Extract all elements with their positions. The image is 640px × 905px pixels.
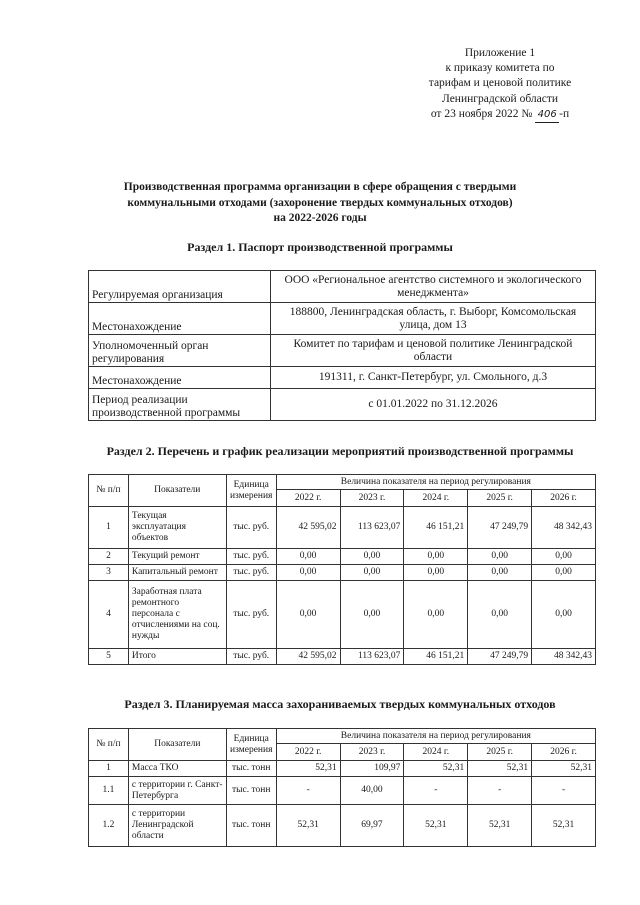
document-title <box>120 180 520 227</box>
row-value: 0,00 <box>404 565 468 581</box>
passport-value: Комитет по тарифам и ценовой политике Ленинградской области <box>271 335 596 367</box>
row-value: 47 249,79 <box>468 649 532 665</box>
row-num: 5 <box>89 649 129 665</box>
table-row <box>89 581 596 649</box>
table-row <box>89 777 596 805</box>
section1-title: Раздел 1. Паспорт производственной программы <box>187 240 453 254</box>
row-value: 46 151,21 <box>404 649 468 665</box>
row-value: 0,00 <box>276 565 340 581</box>
header-year: 2022 г. <box>276 490 340 507</box>
passport-row <box>89 335 596 367</box>
row-num: 2 <box>89 549 129 565</box>
row-value: 42 595,02 <box>276 507 340 549</box>
table-row <box>89 549 596 565</box>
row-value: 113 623,07 <box>340 649 404 665</box>
section2-table <box>88 474 596 665</box>
annex-date: от 23 ноября 2022 № <box>430 107 533 120</box>
row-value: 0,00 <box>532 581 596 649</box>
row-indicator: с территории Ленинградской области <box>128 805 226 847</box>
header-num: № п/п <box>89 729 129 761</box>
passport-row <box>89 389 596 421</box>
row-indicator: Масса ТКО <box>128 761 226 777</box>
row-indicator: Заработная плата ремонтного персонала с отчислениями на соц. нужды <box>128 581 226 649</box>
header-year: 2024 г. <box>404 744 468 761</box>
annex-date-line <box>410 107 590 123</box>
table-header-row <box>89 475 596 490</box>
row-value: 0,00 <box>468 581 532 649</box>
row-value: - <box>468 777 532 805</box>
annex-suffix: -п <box>559 107 570 120</box>
header-period: Величина показателя на период регулирования <box>276 475 595 490</box>
row-unit: тыс. руб. <box>226 565 276 581</box>
passport-row <box>89 303 596 335</box>
row-value: 52,31 <box>276 761 340 777</box>
section3-title: Раздел 3. Планируемая масса захораниваемых твердых коммунальных отходов <box>124 697 556 711</box>
row-value: 47 249,79 <box>468 507 532 549</box>
table-row <box>89 805 596 847</box>
row-value: 46 151,21 <box>404 507 468 549</box>
row-value: - <box>404 777 468 805</box>
header-unit: Единица измерения <box>226 475 276 507</box>
row-num: 3 <box>89 565 129 581</box>
annex-header <box>410 46 590 123</box>
row-value: 113 623,07 <box>340 507 404 549</box>
header-indicator: Показатели <box>128 475 226 507</box>
table-row <box>89 649 596 665</box>
row-value: 52,31 <box>404 805 468 847</box>
row-unit: тыс. руб. <box>226 507 276 549</box>
table-row <box>89 507 596 549</box>
row-value: 0,00 <box>276 581 340 649</box>
annex-line-2: к приказу комитета по <box>445 62 555 75</box>
row-unit: тыс. тонн <box>226 777 276 805</box>
row-value: 0,00 <box>404 581 468 649</box>
passport-label: Уполномоченный орган регулирования <box>89 335 271 367</box>
row-value: 48 342,43 <box>532 649 596 665</box>
row-value: 0,00 <box>340 549 404 565</box>
row-value: 0,00 <box>340 565 404 581</box>
header-indicator: Показатели <box>128 729 226 761</box>
row-value: 52,31 <box>276 805 340 847</box>
header-year: 2024 г. <box>404 490 468 507</box>
title-line-2: коммунальными отходами (захоронение твердых коммунальных отходов) <box>127 196 513 209</box>
row-value: 0,00 <box>532 565 596 581</box>
row-indicator: Текущий ремонт <box>128 549 226 565</box>
section2-title: Раздел 2. Перечень и график реализации мероприятий производственной программы <box>106 444 574 458</box>
table-row <box>89 565 596 581</box>
row-num: 4 <box>89 581 129 649</box>
annex-line-1: Приложение 1 <box>464 47 536 59</box>
row-unit: тыс. руб. <box>226 581 276 649</box>
row-value: 0,00 <box>404 549 468 565</box>
row-value: 52,31 <box>468 761 532 777</box>
row-value: 0,00 <box>468 549 532 565</box>
table-row <box>89 761 596 777</box>
passport-row <box>89 367 596 389</box>
annex-order-number: 406 <box>535 107 559 123</box>
header-year: 2026 г. <box>532 490 596 507</box>
row-value: 69,97 <box>340 805 404 847</box>
passport-value: 191311, г. Санкт-Петербург, ул. Смольного, д.3 <box>271 367 596 389</box>
header-year: 2023 г. <box>340 744 404 761</box>
row-value: 0,00 <box>340 581 404 649</box>
row-value: 0,00 <box>468 565 532 581</box>
row-value: 109,97 <box>340 761 404 777</box>
header-year: 2026 г. <box>532 744 596 761</box>
row-value: 52,31 <box>532 805 596 847</box>
title-line-3: на 2022-2026 годы <box>273 212 367 224</box>
row-value: - <box>276 777 340 805</box>
annex-line-4: Ленинградской области <box>441 92 559 105</box>
header-unit: Единица измерения <box>226 729 276 761</box>
row-value: 52,31 <box>468 805 532 847</box>
row-value: 52,31 <box>532 761 596 777</box>
passport-label: Регулируемая организация <box>89 271 271 303</box>
row-indicator: Итого <box>128 649 226 665</box>
row-value: 52,31 <box>404 761 468 777</box>
section3-table <box>88 728 596 847</box>
row-num: 1 <box>89 761 129 777</box>
table-header-row <box>89 729 596 744</box>
header-num: № п/п <box>89 475 129 507</box>
row-unit: тыс. руб. <box>226 649 276 665</box>
row-value: 0,00 <box>532 549 596 565</box>
row-value: 0,00 <box>276 549 340 565</box>
row-num: 1 <box>89 507 129 549</box>
header-year: 2025 г. <box>468 744 532 761</box>
title-line-1: Производственная программа организации в сфере обращения с твердыми <box>123 181 517 193</box>
header-year: 2025 г. <box>468 490 532 507</box>
row-num: 1.2 <box>89 805 129 847</box>
passport-table <box>88 270 596 421</box>
passport-value: с 01.01.2022 по 31.12.2026 <box>271 389 596 421</box>
row-unit: тыс. тонн <box>226 805 276 847</box>
passport-value: ООО «Региональное агентство системного и экологического менеджмента» <box>271 271 596 303</box>
header-period: Величина показателя на период регулирования <box>276 729 595 744</box>
header-year: 2023 г. <box>340 490 404 507</box>
passport-label: Местонахождение <box>89 303 271 335</box>
row-num: 1.1 <box>89 777 129 805</box>
passport-label: Местонахождение <box>89 367 271 389</box>
row-unit: тыс. тонн <box>226 761 276 777</box>
row-indicator: с территории г. Санкт-Петербурга <box>128 777 226 805</box>
passport-label: Период реализации производственной программы <box>89 389 271 421</box>
passport-value: 188800, Ленинградская область, г. Выборг, Комсомольская улица, дом 13 <box>271 303 596 335</box>
header-year: 2022 г. <box>276 744 340 761</box>
row-value: 40,00 <box>340 777 404 805</box>
annex-line-3: тарифам и ценовой политике <box>428 77 572 90</box>
passport-row <box>89 271 596 303</box>
row-indicator: Капитальный ремонт <box>128 565 226 581</box>
row-value: 48 342,43 <box>532 507 596 549</box>
row-unit: тыс. руб. <box>226 549 276 565</box>
row-value: - <box>532 777 596 805</box>
row-value: 42 595,02 <box>276 649 340 665</box>
row-indicator: Текущая эксплуатация объектов <box>128 507 226 549</box>
